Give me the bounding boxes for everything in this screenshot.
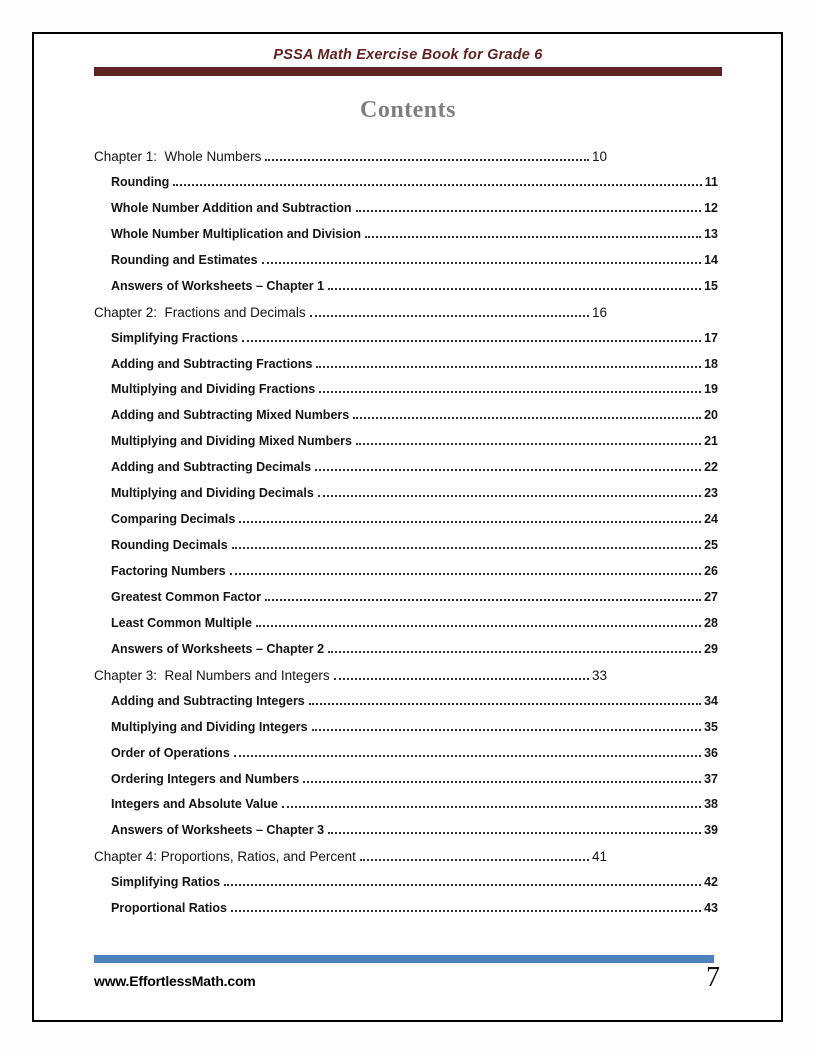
toc-entry-row [94,253,718,279]
toc-label: Chapter 2: Fractions and Decimals [94,304,306,320]
toc-dot-leader [224,884,701,886]
toc-chapter-row [94,305,718,331]
toc-label: Multiplying and Dividing Integers [111,719,308,734]
toc-dot-leader [356,443,701,445]
toc-dot-leader [303,781,701,783]
toc-label: Whole Number Multiplication and Division [111,226,362,241]
toc-label: Greatest Common Factor [111,589,262,604]
toc-label: Chapter 4: Proportions, Ratios, and Percent [94,849,356,865]
toc-page-number: 26 [704,564,718,578]
toc-dot-leader [231,910,701,912]
toc-label: Rounding and Estimates [111,252,258,267]
toc-dot-leader [319,391,701,393]
toc-dot-leader [365,236,701,238]
toc-dot-leader [230,573,701,575]
toc-label: Ordering Integers and Numbers [111,771,300,786]
toc-dot-leader [173,184,701,186]
toc-dot-leader [309,703,701,705]
toc-entry-row [94,331,718,357]
header-rule-bar [94,67,722,76]
toc-entry-row [94,642,718,668]
toc-entry-row [94,382,718,408]
toc-dot-leader [328,651,701,653]
toc-page-number: 12 [704,200,718,215]
toc-dot-leader [315,469,701,471]
toc-dot-leader [360,859,589,861]
toc-page-number: 17 [704,330,718,345]
toc-label: Answers of Worksheets – Chapter 3 [111,823,325,838]
toc-dot-leader [328,832,701,834]
toc-entry-row [94,746,718,772]
toc-label: Simplifying Fractions [111,330,239,345]
toc-dot-leader [334,678,589,680]
toc-page-number: 37 [704,771,718,786]
toc-label: Adding and Subtracting Mixed Numbers [111,408,350,423]
footer-page-number: 7 [706,962,720,993]
toc-entry-row [94,279,718,305]
toc-entry-row [94,460,718,486]
toc-label: Proportional Ratios [111,901,227,916]
toc-entry-row [94,227,718,253]
toc-page-number: 29 [704,641,718,656]
toc-dot-leader [282,806,701,808]
toc-dot-leader [239,521,701,523]
toc-dot-leader [232,547,701,549]
toc-label: Multiplying and Dividing Decimals [111,486,314,501]
toc-entry-row [94,590,718,616]
running-head-title: PSSA Math Exercise Book for Grade 6 [273,47,543,63]
toc-dot-leader [318,495,701,497]
toc-entry-row [94,772,718,798]
toc-dot-leader [265,599,701,601]
toc-page-number: 11 [704,174,718,189]
toc-dot-leader [316,366,701,368]
toc-page-number: 27 [704,589,718,604]
toc-page-number: 14 [704,252,718,267]
toc-label: Adding and Subtracting Decimals [111,460,312,475]
toc-page-number: 16 [591,304,607,320]
toc-entry-row [94,564,718,590]
toc-dot-leader [356,210,702,212]
toc-label: Factoring Numbers [111,564,226,578]
toc-entry-row [94,357,718,383]
toc-entry-row [94,408,718,434]
toc-dot-leader [262,262,702,264]
toc-page-number: 10 [591,149,607,164]
toc-dot-leader [353,417,701,419]
toc-dot-leader [265,159,589,161]
toc-page-number: 28 [704,615,718,630]
toc-page-number: 20 [704,408,718,423]
toc-dot-leader [234,755,701,757]
toc-page-number: 34 [704,693,718,708]
toc-entry-row [94,875,718,901]
toc-page-number: 24 [704,512,718,527]
toc-label: Answers of Worksheets – Chapter 1 [111,278,325,293]
toc-chapter-row [94,849,718,875]
toc-label: Adding and Subtracting Fractions [111,356,313,371]
toc-label: Chapter 1: Whole Numbers [94,149,262,164]
toc-entry-row [94,823,718,849]
toc-page-number: 36 [704,745,718,760]
toc-list [94,149,718,927]
toc-page-number: 42 [704,875,718,890]
toc-page-number: 41 [591,849,607,865]
toc-entry-row [94,616,718,642]
footer-rule-bar [94,955,714,963]
toc-entry-row [94,434,718,460]
toc-label: Comparing Decimals [111,512,236,527]
toc-label: Integers and Absolute Value [111,797,278,812]
toc-entry-row [94,486,718,512]
footer-website: www.EffortlessMath.com [94,973,256,989]
toc-label: Multiplying and Dividing Fractions [111,382,316,397]
toc-dot-leader [310,315,589,317]
contents-title: Contents [359,97,456,123]
toc-page-number: 19 [704,382,718,397]
toc-label: Rounding Decimals [111,538,228,553]
toc-chapter-row [94,149,718,175]
toc-page-number: 21 [704,434,718,449]
toc-label: Least Common Multiple [111,615,252,630]
toc-page-number: 38 [704,797,718,812]
toc-chapter-row [94,668,718,694]
toc-entry-row [94,175,718,201]
toc-page-number: 35 [704,719,718,734]
toc-label: Chapter 3: Real Numbers and Integers [94,667,330,683]
toc-dot-leader [242,340,701,342]
toc-dot-leader [328,288,701,290]
toc-label: Simplifying Ratios [111,875,221,890]
toc-label: Order of Operations [111,745,230,760]
toc-page-number: 15 [704,278,718,293]
toc-page-number: 22 [704,460,718,475]
toc-page-number: 25 [704,538,718,553]
toc-entry-row [94,720,718,746]
toc-entry-row [94,694,718,720]
toc-dot-leader [256,625,701,627]
toc-entry-row [94,797,718,823]
toc-page-number: 13 [704,226,718,241]
toc-entry-row [94,201,718,227]
toc-label: Rounding [111,174,170,189]
toc-label: Whole Number Addition and Subtraction [111,200,352,215]
toc-label: Multiplying and Dividing Mixed Numbers [111,434,352,449]
toc-entry-row [94,901,718,927]
toc-page-number: 23 [704,486,718,501]
toc-label: Adding and Subtracting Integers [111,693,305,708]
toc-page-number: 18 [704,356,718,371]
toc-entry-row [94,538,718,564]
toc-page-number: 43 [704,901,718,916]
toc-entry-row [94,512,718,538]
toc-page-number: 33 [591,667,607,683]
toc-page-number: 39 [704,823,718,838]
toc-dot-leader [312,729,702,731]
toc-label: Answers of Worksheets – Chapter 2 [111,641,325,656]
